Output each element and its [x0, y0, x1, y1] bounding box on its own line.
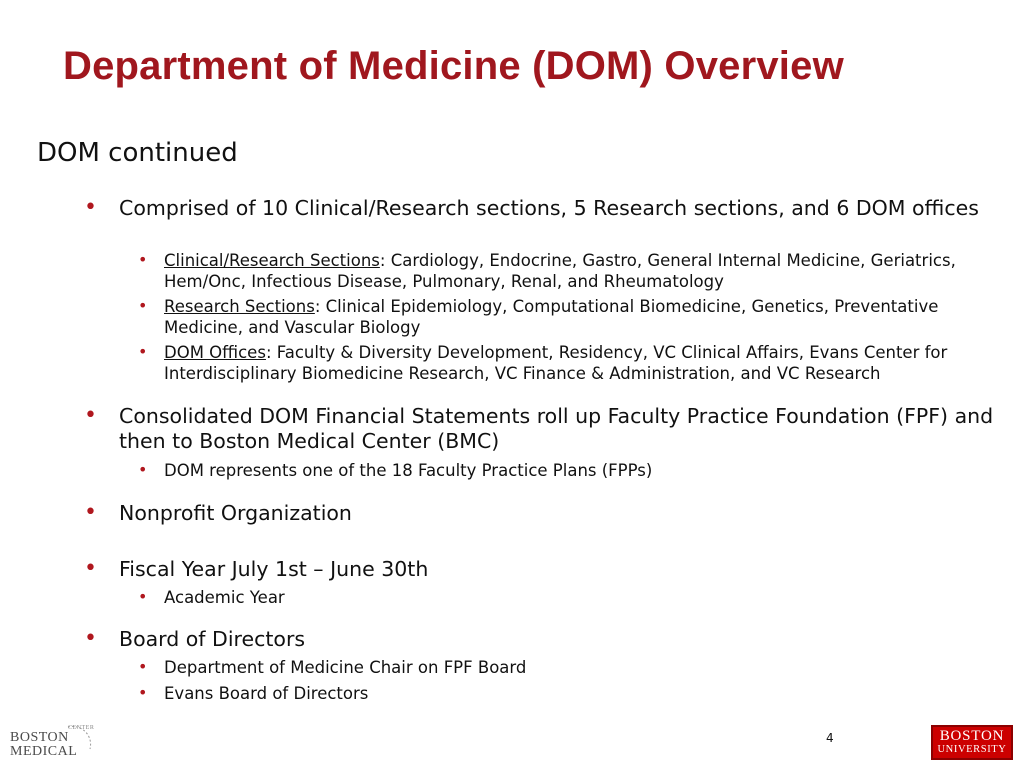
page-number: 4: [826, 731, 834, 745]
sub-bullet-text: : Faculty & Diversity Development, Residency, VC Clinical Affairs, Evans Center for Interdisciplinary Biomedicine Research, VC Finance & Administration, and VC Research: [164, 343, 948, 383]
bullet-sections: [119, 196, 999, 221]
bmc-line-1: BOSTON: [10, 730, 69, 745]
bmc-arc-text: CENTER: [68, 725, 95, 731]
sub-bullet-dom-offices: [164, 343, 994, 384]
bullet-financial-text: Consolidated DOM Financial Statements roll up Faculty Practice Foundation (FPF) and then to Boston Medical Center (BMC): [119, 404, 994, 453]
bullet-board: [119, 627, 999, 652]
sub-bullet-text: : Cardiology, Endocrine, Gastro, General Internal Medicine, Geriatrics, Hem/Onc, Infectious Disease, Pulmonary, Renal, and Rheumatology: [164, 251, 956, 291]
bullet-nonprofit-text: Nonprofit Organization: [119, 501, 352, 525]
bullet-financial-statements: [119, 404, 999, 454]
sub-bullet-research: [164, 297, 994, 338]
sub-bullet-text: Department of Medicine Chair on FPF Board: [164, 658, 527, 677]
sub-bullet-text: DOM represents one of the 18 Faculty Practice Plans (FPPs): [164, 461, 653, 480]
sub-bullet-text: Evans Board of Directors: [164, 684, 369, 703]
sub-bullet-label: Clinical/Research Sections: [164, 251, 380, 270]
bullet-fiscal-text: Fiscal Year July 1st – June 30th: [119, 557, 429, 581]
boston-medical-center-logo: [10, 721, 94, 761]
bullet-fiscal-year: [119, 557, 999, 582]
bullet-sections-text: Comprised of 10 Clinical/Research sections, 5 Research sections, and 6 DOM offices: [119, 196, 979, 220]
slide-subtitle: DOM continued: [37, 138, 238, 168]
sub-bullet-text: : Clinical Epidemiology, Computational Biomedicine, Genetics, Preventative Medicine, and Vascular Biology: [164, 297, 939, 337]
bu-line-2: UNIVERSITY: [937, 743, 1007, 755]
sub-bullet-clinical-research: [164, 251, 994, 292]
sub-bullet-academic-year: [164, 588, 994, 609]
sub-bullet-chair: [164, 658, 994, 679]
sub-bullet-text: Academic Year: [164, 588, 285, 607]
bullet-board-text: Board of Directors: [119, 627, 306, 651]
bullet-nonprofit: [119, 501, 999, 526]
bmc-line-2: MEDICAL: [10, 744, 78, 759]
boston-university-logo: [931, 725, 1013, 760]
sub-bullet-fpps: [164, 461, 994, 482]
sub-bullet-evans-board: [164, 684, 994, 705]
sub-bullet-label: DOM Offices: [164, 343, 266, 362]
sub-bullet-label: Research Sections: [164, 297, 315, 316]
bu-line-1: BOSTON: [939, 727, 1005, 744]
slide-title: Department of Medicine (DOM) Overview: [63, 44, 844, 88]
